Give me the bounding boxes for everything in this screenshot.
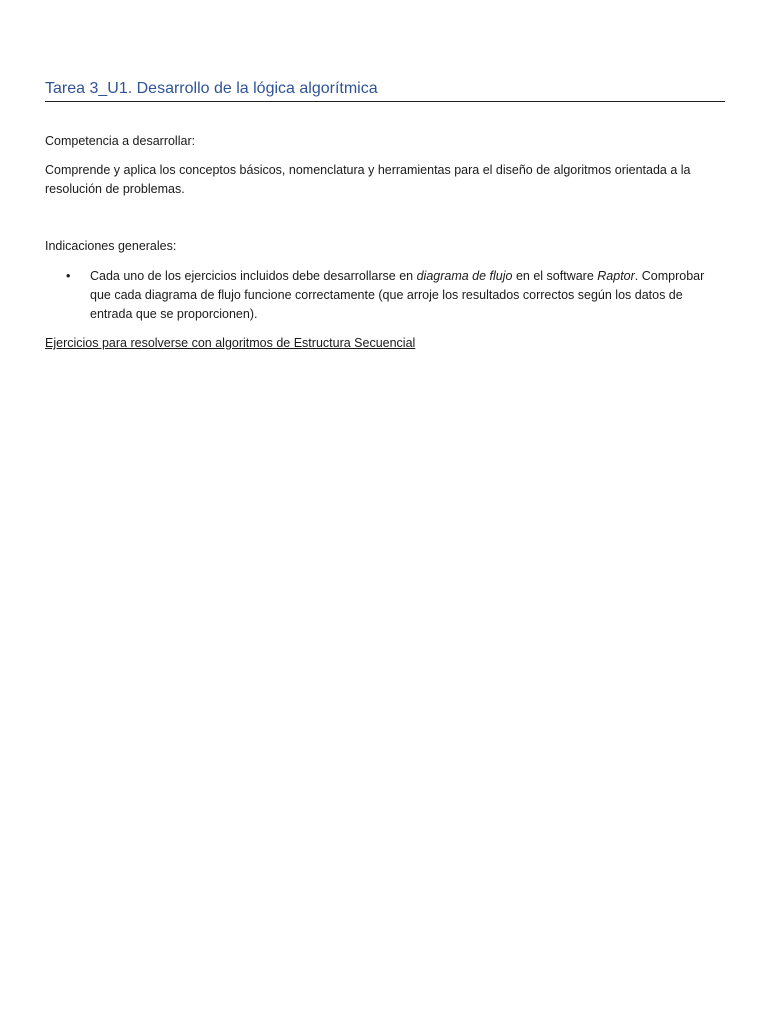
bullet-text-part2: en el software	[512, 269, 598, 283]
bullet-text-part1: Cada uno de los ejercicios incluidos debe desarrollarse en	[90, 269, 417, 283]
competencia-text: Comprende y aplica los conceptos básicos, nomenclatura y herramientas para el diseño de algoritmos orientada a la resolución de problemas.	[45, 163, 691, 196]
bullet-emphasis-diagrama: diagrama de flujo	[416, 269, 513, 283]
list-item	[45, 267, 725, 324]
bullet-icon: •	[66, 269, 71, 283]
ejercicios-heading: Ejercicios para resolverse con algoritmos de Estructura Secuencial	[45, 336, 416, 350]
document-title: Tarea 3_U1. Desarrollo de la lógica algorítmica	[45, 78, 725, 102]
competencia-label: Competencia a desarrollar:	[45, 134, 196, 148]
indicaciones-label: Indicaciones generales:	[45, 239, 177, 253]
indicaciones-list	[45, 267, 725, 324]
bullet-emphasis-raptor: Raptor	[597, 269, 635, 283]
bullet-text-part3: . Comprobar que cada diagrama de flujo funcione correctamente (que arroje los resultados correctos según los datos de entrada que se proporcionen).	[90, 269, 705, 321]
